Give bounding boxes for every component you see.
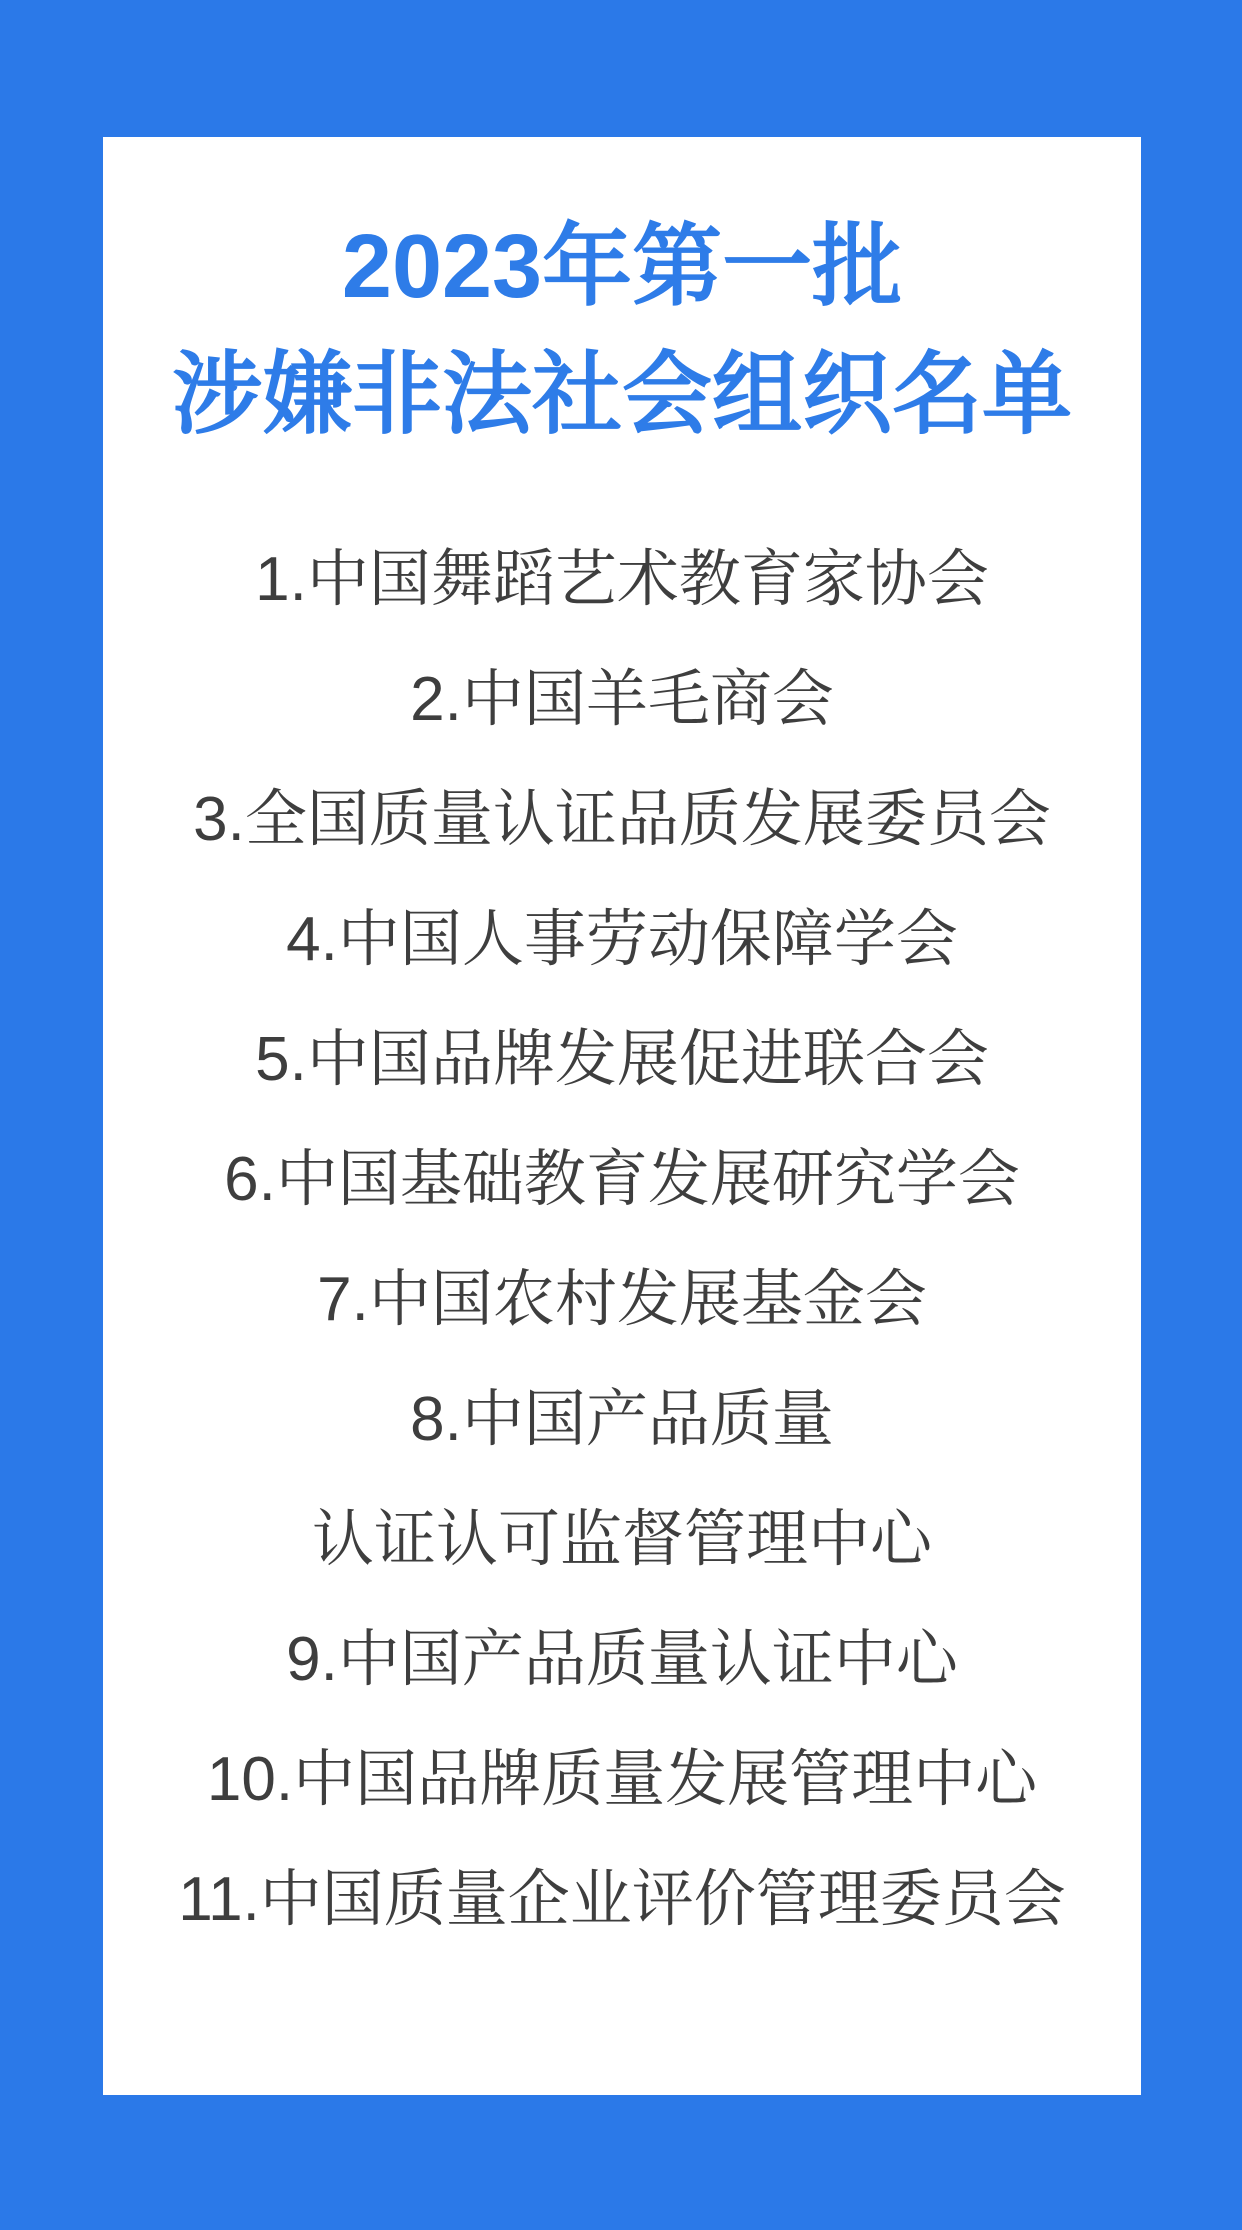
poster-title-line2: 涉嫌非法社会组织名单 [172,345,1072,445]
org-list-item-line: 9.中国产品质量认证中心 [286,1625,958,1694]
org-list-item-line: 3.全国质量认证品质发展委员会 [193,785,1051,854]
org-list-item-line: 1.中国舞蹈艺术教育家协会 [255,545,989,614]
org-list-item-line: 5.中国品牌发展促进联合会 [255,1025,989,1094]
org-list-item-line: 6.中国基础教育发展研究学会 [224,1145,1020,1214]
poster-title-line1: 2023年第一批 [341,217,903,317]
poster-title [103,137,1141,459]
org-list-item-line: 2.中国羊毛商会 [410,665,834,734]
org-list-item-line: 认证认可监督管理中心 [311,1505,932,1574]
org-list-item-line: 11.中国质量企业评价管理委员会 [178,1865,1066,1934]
poster-card [103,137,1141,2095]
org-list-item-line: 7.中国农村发展基金会 [317,1265,927,1334]
org-list [103,520,1141,1960]
org-list-item-line: 8.中国产品质量 [410,1385,834,1454]
org-list-item-line: 4.中国人事劳动保障学会 [286,905,958,974]
org-list-item-line: 10.中国品牌质量发展管理中心 [206,1745,1038,1814]
